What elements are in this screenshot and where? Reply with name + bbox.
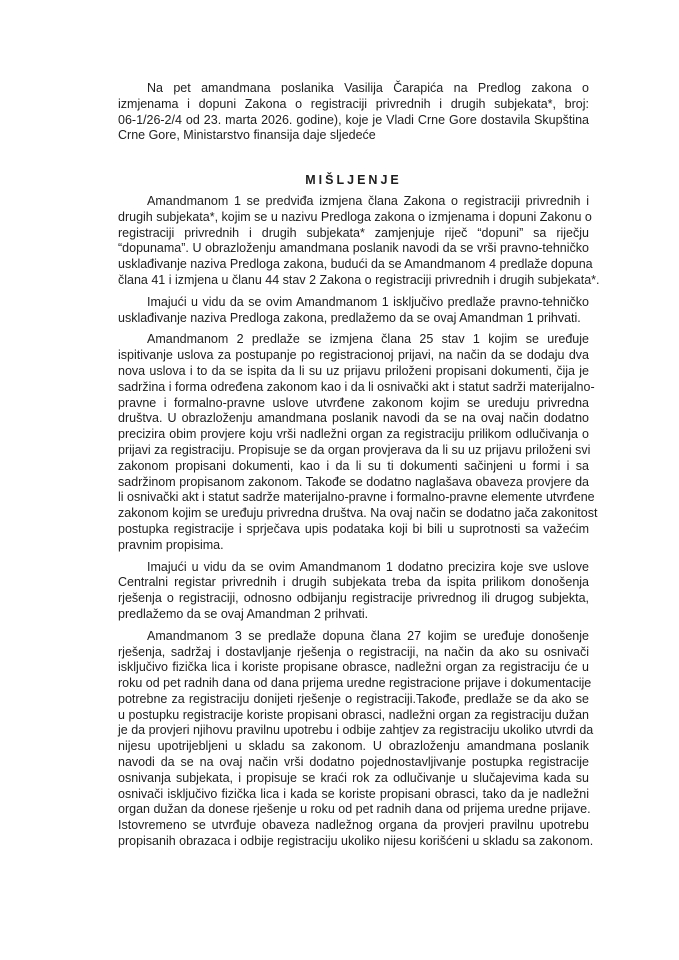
paragraph-line: usklađivanje naziva Predloga zakona, budući da se Amandmanom 4 predlaže dopuna [118, 257, 593, 272]
paragraph-line: nijesu upotrijebljeni u skladu sa zakonom. U obrazloženju amandmana poslanik [118, 739, 589, 754]
paragraph-line: osnivanja subjekata, i propisuje se kraći rok za odlučivanje u slučajevima kada su [118, 770, 589, 785]
paragraph-line: zakonom propisani dokumenti, kao i da li su ti dokumenti sačinjeni u formi i sa [118, 458, 589, 473]
paragraph-line: rješenja, sadržaj i dostavljanje rješenja o registraciji, na način da ako su osnivači [118, 644, 589, 659]
paragraph-line: predlažemo da se ovaj Amandman 2 prihvati. [118, 606, 369, 621]
paragraph-line: osnivači isključivo fizička lica i kada se koriste propisani obrasci, tako da je nadležni [118, 786, 589, 801]
paragraph-line: člana 41 i izmjena u članu 44 stav 2 Zakona o registraciji privrednih i drugih subjekata*. [118, 272, 600, 287]
intro-line: 06-1/26-2/4 od 23. marta 2026. godine), koje je Vladi Crne Gore dostavila Skupština [118, 112, 589, 127]
paragraph-line: li osnivački akt i statut sadrže materijalno-pravne i formalno-pravne elemente utvrđene [118, 490, 595, 505]
paragraph-line: Amandmanom 1 se predviđa izmjena člana Zakona o registraciji privrednih i [147, 193, 589, 208]
paragraph-line: Imajući u vidu da se ovim Amandmanom 1 isključivo predlaže pravno-tehničko [147, 294, 589, 309]
paragraph-line: drugih subjekata*, kojim se u nazivu Predloga zakona o izmjenama i dopuni Zakonu o [118, 209, 592, 224]
paragraph-line: nova uslova i to da se ispita da li su uz prijavu priloženi propisani dokumenti, čija je [118, 363, 589, 378]
document-body [118, 193, 600, 850]
paragraph-line: ispitivanje uslova za postupanje po registracionoj prijavi, na način da se dodaju dva [118, 348, 589, 363]
paragraph-line: prijavi za registraciju. Propisuje se da organ provjerava da li su uz prijavu priloženi svi [118, 442, 591, 457]
paragraph-line: registraciji privrednih i drugih subjekata* zamjenjuje riječ “dopuni” sa riječju [118, 225, 589, 240]
paragraph-line: Istovremeno se utvrđuje obaveza nadležnog organa da provjeri pravilnu upotrebu [118, 818, 589, 833]
paragraph-line: postupka registracije i sprječava upis podataka koji bi bili u suprotnosti sa važećim [118, 521, 589, 536]
document-page [118, 81, 600, 856]
paragraph-line: u postupku registracije koriste propisani obrasci, nadležni organ za registraciju dužan [118, 707, 589, 722]
paragraph-line: pravnim propisima. [118, 537, 224, 552]
body-paragraph [118, 560, 589, 623]
paragraph-line: propisanih obrazaca i odbije registraciju ukoliko nijesu korišćeni u skladu sa zakonom. [118, 834, 594, 849]
paragraph-line: isključivo fizička lica i koriste propisane obrasce, nadležni organ za registraciju će u [118, 660, 589, 675]
paragraph-line: navodi da se na ovaj način vrši dodatno pojednostavljivanje postupka registracije [118, 755, 589, 770]
paragraph-line: potrebne za registraciju donijeti rješenje o registraciji.Takođe, predlaže se da ako se [118, 691, 589, 706]
paragraph-line: roku od pet radnih dana od dana prijema uredne registracione prijave i dokumentacije [118, 676, 592, 691]
paragraph-line: precizira obim provjere koju vrši nadležni organ za registraciju prilikom odlučivanja o [118, 427, 589, 442]
paragraph-line: Amandmanom 3 se predlaže dopuna člana 27 kojim se uređuje donošenje [147, 628, 589, 643]
paragraph-line: društva. U obrazloženju amandmana poslanik navodi da se na ovaj način dodatno [118, 411, 589, 426]
paragraph-line: Centralni registar privrednih i drugih subjekata treba da ispita prilikom donošenja [118, 575, 589, 590]
body-paragraph [118, 295, 589, 327]
body-paragraph [118, 193, 600, 289]
paragraph-line: usklađivanje naziva Predloga zakona, predlažemo da se ovaj Amandman 1 prihvati. [118, 310, 581, 325]
intro-line: Na pet amandmana poslanika Vasilija Čarapića na Predlog zakona o [147, 81, 589, 95]
paragraph-line: sadržinom propisanom zakonom. Takođe se dodatno naglašava obaveza provjere da [118, 474, 589, 489]
paragraph-line: pravne i formalno-pravne uslove utvrđene zakonom kojim se ureduju privredna [118, 395, 589, 410]
body-paragraph [118, 332, 598, 553]
paragraph-line: “dopunama”. U obrazloženju amandmana poslanik navodi da se vrši pravno-tehničko [118, 241, 589, 256]
paragraph-line: rješenja o registraciji, odnosno odbijanju registracije privrednog ili drugog subjekta, [118, 591, 589, 606]
document-heading: MIŠLJENJE [305, 173, 402, 188]
paragraph-line: je da provjeri njihovu pravilnu upotrebu i odbije zahtjev za registraciju ukoliko utvrdi da [118, 723, 594, 738]
paragraph-line: sadržina i forma određena zakonom kao i da li osnivački akt i statut sadrži materijalno- [118, 379, 595, 394]
paragraph-line: zakonom kojim se uređuju privredna društva. Na ovaj način se dodatno jača zakonitost [118, 506, 598, 521]
intro-line: Crne Gore, Ministarstvo finansija daje sljedeće [118, 128, 376, 143]
body-paragraph [118, 628, 594, 850]
intro-paragraph [118, 81, 589, 144]
paragraph-line: organ dužan da donese rješenje u roku od pet radnih dana od prijema uredne prijave. [118, 802, 591, 817]
paragraph-line: Amandmanom 2 predlaže se izmjena člana 25 stav 1 kojim se uređuje [147, 332, 589, 347]
paragraph-line: Imajući u vidu da se ovim Amandmanom 1 dodatno precizira koje sve uslove [147, 559, 589, 574]
intro-line: izmjenama i dopuni Zakona o registraciji privrednih i drugih subjekata*, broj: [118, 96, 589, 111]
